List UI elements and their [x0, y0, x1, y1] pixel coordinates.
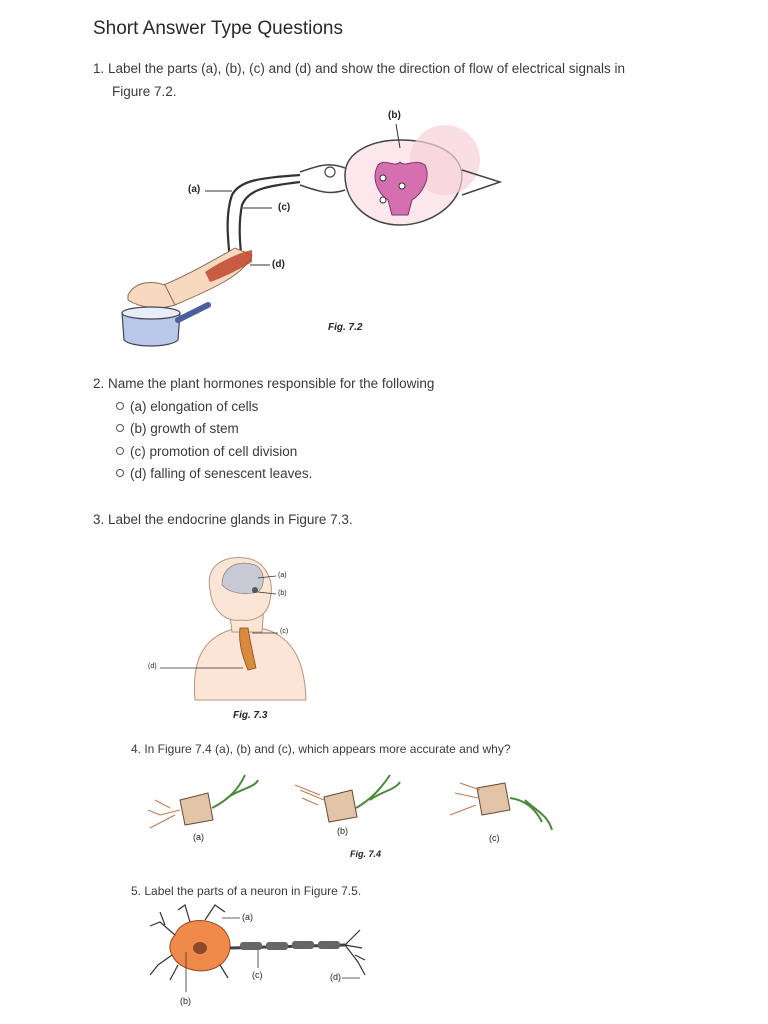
- question-1-text-cont: Figure 7.2.: [112, 84, 177, 99]
- fig-7-3-caption: Fig. 7.3: [233, 710, 268, 721]
- fig-7-2-label-b: (b): [388, 110, 401, 121]
- page-title: Short Answer Type Questions: [93, 18, 343, 39]
- fig-7-5-label-b: (b): [180, 996, 191, 1006]
- myelin-sheath: [318, 941, 340, 949]
- nucleus: [193, 942, 207, 954]
- fig-7-5-label-a: (a): [242, 912, 253, 922]
- fig-7-4-caption: Fig. 7.4: [350, 849, 382, 859]
- fig-7-3-label-b: (b): [278, 590, 287, 597]
- fig-7-2-label-c: (c): [278, 202, 291, 213]
- list-item: (d) falling of senescent leaves.: [116, 466, 312, 481]
- question-5-text: 5. Label the parts of a neuron in Figure 7.5.: [131, 884, 362, 898]
- fig-7-2-label-d: (d): [272, 259, 285, 270]
- list-item: (c) promotion of cell division: [116, 444, 297, 459]
- fig-7-4-label-a: (a): [193, 832, 204, 842]
- axon-terminal: [345, 930, 365, 975]
- question-3-text: 3. Label the endocrine glands in Figure 7.3.: [93, 512, 353, 527]
- question-2-text: 2. Name the plant hormones responsible for the following: [93, 376, 435, 391]
- fig-7-2-label-a: (a): [188, 184, 201, 195]
- fig-7-4-label-b: (b): [337, 826, 348, 836]
- list-item: (a) elongation of cells: [116, 399, 258, 414]
- list-item: (b) growth of stem: [116, 421, 239, 436]
- fig-7-3-label-d: (d): [148, 663, 157, 670]
- fig-7-5-label-c: (c): [252, 970, 263, 980]
- myelin-sheath: [292, 941, 314, 949]
- fig-7-4-label-c: (c): [489, 833, 500, 843]
- fig-7-3-label-c: (c): [280, 628, 289, 635]
- fig-7-3-label-a: (a): [278, 572, 287, 579]
- myelin-sheath: [240, 942, 262, 950]
- question-4-text: 4. In Figure 7.4 (a), (b) and (c), which appears more accurate and why?: [131, 742, 511, 756]
- fig-7-5-label-d: (d): [330, 972, 341, 982]
- fig-7-2-caption: Fig. 7.2: [328, 322, 363, 333]
- question-1-text: 1. Label the parts (a), (b), (c) and (d) and show the direction of flow of electrical signals in: [93, 61, 626, 76]
- myelin-sheath: [266, 942, 288, 950]
